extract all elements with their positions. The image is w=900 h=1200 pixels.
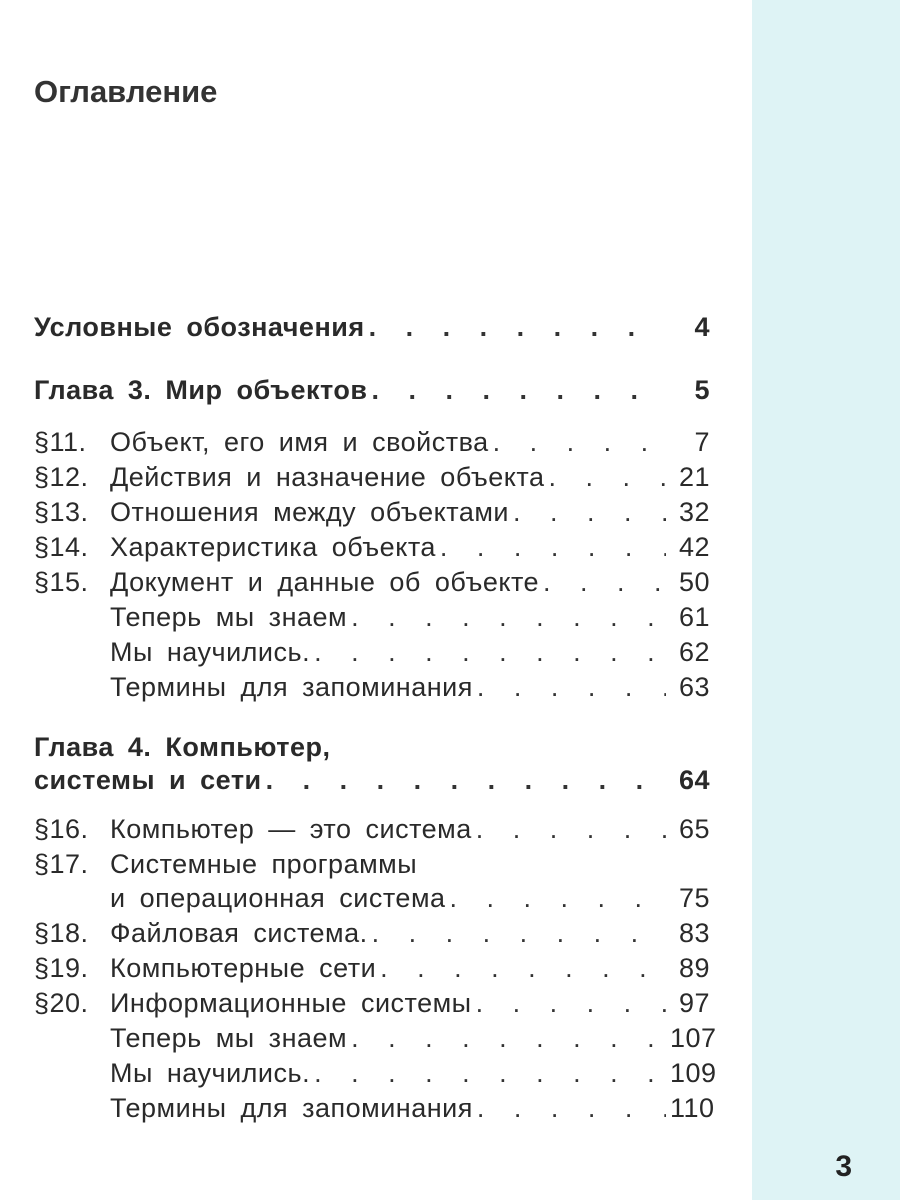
toc-page: 4 bbox=[694, 312, 710, 342]
toc-title: Характеристика объекта bbox=[110, 532, 436, 562]
toc-page: 109 bbox=[670, 1058, 717, 1088]
toc-row bbox=[34, 730, 710, 764]
toc-page: 64 bbox=[678, 765, 710, 795]
toc-row bbox=[34, 1056, 717, 1090]
leader-dots bbox=[372, 916, 666, 950]
toc-row bbox=[34, 425, 710, 459]
toc-row bbox=[34, 847, 710, 881]
page-title: Оглавление bbox=[34, 74, 218, 109]
leader-dots bbox=[477, 670, 666, 704]
toc-title: Термины для запоминания bbox=[110, 1093, 473, 1123]
toc-title: Документ и данные об объекте bbox=[110, 567, 540, 597]
toc-page: 97 bbox=[678, 988, 710, 1018]
toc-title: Файловая система. bbox=[110, 918, 368, 948]
leader-dots bbox=[351, 1021, 666, 1055]
toc-page: 75 bbox=[678, 883, 710, 913]
toc-title: Теперь мы знаем bbox=[110, 1023, 348, 1053]
toc-page: 65 bbox=[678, 814, 710, 844]
toc-page: 107 bbox=[670, 1023, 717, 1053]
toc-title: Объект, его имя и свойства bbox=[110, 427, 489, 457]
leader-dots bbox=[314, 1056, 666, 1090]
toc-title: Компьютерные сети bbox=[110, 953, 377, 983]
toc-row bbox=[34, 310, 710, 344]
toc-row bbox=[34, 1021, 717, 1055]
toc-row bbox=[34, 986, 710, 1020]
toc-row bbox=[34, 916, 710, 950]
toc-page: 62 bbox=[678, 637, 710, 667]
toc-row bbox=[34, 530, 710, 564]
leader-dots bbox=[266, 763, 666, 797]
leader-dots bbox=[371, 373, 666, 407]
toc-page: 110 bbox=[670, 1093, 715, 1123]
toc-row bbox=[34, 635, 710, 669]
toc-title: Глава 4. Компьютер, bbox=[34, 732, 331, 762]
toc-page: 63 bbox=[678, 672, 710, 702]
leader-dots bbox=[548, 460, 666, 494]
section-number: §20. bbox=[34, 988, 89, 1018]
page-number: 3 bbox=[835, 1150, 852, 1183]
leader-dots bbox=[543, 565, 666, 599]
section-number: §13. bbox=[34, 497, 89, 527]
toc-page: 21 bbox=[678, 462, 710, 492]
toc-page: 50 bbox=[678, 567, 710, 597]
toc-title: Термины для запоминания bbox=[110, 672, 473, 702]
leader-dots bbox=[450, 881, 666, 915]
toc-row bbox=[34, 812, 710, 846]
leader-dots bbox=[513, 495, 666, 529]
toc-page: 32 bbox=[678, 497, 710, 527]
toc-row bbox=[34, 373, 710, 407]
toc-row bbox=[34, 495, 710, 529]
toc-title: Компьютер — это система bbox=[110, 814, 472, 844]
toc-title: Мы научились. bbox=[110, 1058, 311, 1088]
toc-title: Действия и назначение объекта bbox=[110, 462, 545, 492]
section-number: §18. bbox=[34, 918, 89, 948]
section-number: §15. bbox=[34, 567, 89, 597]
toc-row bbox=[34, 460, 710, 494]
section-number: §17. bbox=[34, 849, 89, 879]
toc-row bbox=[34, 565, 710, 599]
leader-dots bbox=[314, 635, 666, 669]
toc-title: Условные обозначения bbox=[34, 312, 365, 342]
toc-row bbox=[34, 600, 710, 634]
toc-row bbox=[34, 951, 710, 985]
toc-title: Мы научились. bbox=[110, 637, 311, 667]
toc-row bbox=[34, 763, 710, 797]
toc-title: и операционная система bbox=[110, 883, 446, 913]
toc-page: 7 bbox=[694, 427, 710, 457]
leader-dots bbox=[477, 1091, 666, 1125]
leader-dots bbox=[476, 812, 666, 846]
toc-page: 42 bbox=[678, 532, 710, 562]
toc-title: Системные программы bbox=[110, 849, 418, 879]
leader-dots bbox=[476, 986, 666, 1020]
toc-row bbox=[34, 881, 710, 915]
leader-dots bbox=[369, 310, 666, 344]
toc-page: 61 bbox=[678, 602, 710, 632]
toc-title: системы и сети bbox=[34, 765, 262, 795]
toc-title: Теперь мы знаем bbox=[110, 602, 348, 632]
section-number: §19. bbox=[34, 953, 89, 983]
section-number: §12. bbox=[34, 462, 89, 492]
toc-row bbox=[34, 1091, 715, 1125]
leader-dots bbox=[440, 530, 666, 564]
toc-title: Информационные системы bbox=[110, 988, 472, 1018]
toc-title: Отношения между объектами bbox=[110, 497, 509, 527]
leader-dots bbox=[493, 425, 666, 459]
leader-dots bbox=[380, 951, 666, 985]
toc-row bbox=[34, 670, 710, 704]
leader-dots bbox=[351, 600, 666, 634]
section-number: §16. bbox=[34, 814, 89, 844]
section-number: §11. bbox=[34, 427, 87, 457]
toc-page: 5 bbox=[694, 375, 710, 405]
side-stripe bbox=[752, 0, 900, 1200]
toc-page: 89 bbox=[678, 953, 710, 983]
toc-title: Глава 3. Мир объектов bbox=[34, 375, 368, 405]
section-number: §14. bbox=[34, 532, 89, 562]
toc-page: 83 bbox=[678, 918, 710, 948]
